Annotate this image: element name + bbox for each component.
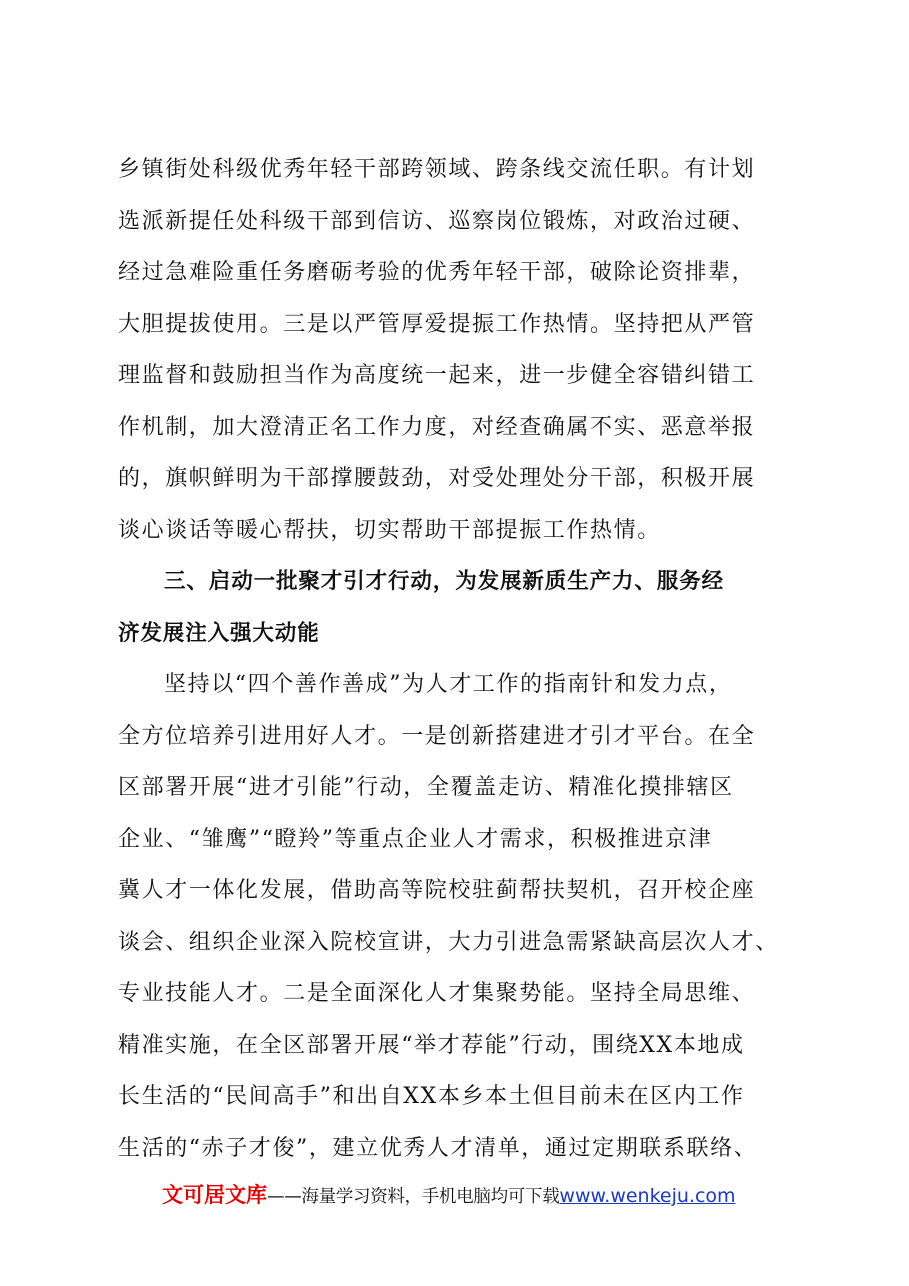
section-heading-line: 济发展注入强大动能 — [118, 620, 320, 646]
body-line: 精准实施，在全区部署开展“举才荐能”行动，围绕XX本地成 — [118, 1032, 745, 1058]
body-line: 生活的“赤子才俊”，建立优秀人才清单，通过定期联系联络、 — [118, 1135, 758, 1161]
footer-banner — [162, 1180, 802, 1212]
body-line: 企业、“雏鹰”“瞪羚”等重点企业人才需求，积极推进京津 — [118, 826, 713, 852]
footer-brand: 文可居文库 — [162, 1183, 267, 1207]
body-line: 坚持以“四个善作善成”为人才工作的指南针和发力点， — [164, 672, 733, 697]
document-body — [118, 150, 818, 1180]
body-line: 选派新提任处科级干部到信访、巡察岗位锻炼，对政治过硬、 — [118, 208, 756, 234]
body-line: 的，旗帜鲜明为干部撑腰鼓劲，对受处理处分干部，积极开展 — [118, 466, 756, 491]
body-line: 专业技能人才。二是全面深化人才集聚势能。坚持全局思维、 — [118, 981, 756, 1006]
body-line: 谈心谈话等暖心帮扶，切实帮助干部提振工作热情。 — [118, 517, 661, 543]
section-heading-line: 三、启动一批聚才引才行动，为发展新质生产力、服务经 — [164, 569, 725, 594]
body-line: 冀人才一体化发展，借助高等院校驻蓟帮扶契机，召开校企座 — [118, 878, 756, 903]
body-line: 谈会、组织企业深入院校宣讲，大力引进急需紧缺高层次人才、 — [118, 929, 779, 955]
body-line: 区部署开展“进才引能”行动，全覆盖走访、精准化摸排辖区 — [118, 775, 734, 800]
body-line: 乡镇街处科级优秀年轻干部跨领域、跨条线交流任职。有计划 — [118, 157, 756, 182]
body-line: 长生活的“民间高手”和出自XX本乡本土但目前未在区内工作 — [118, 1084, 745, 1109]
body-line: 经过急难险重任务磨砺考验的优秀年轻干部，破除论资排辈， — [118, 260, 756, 285]
body-line: 理监督和鼓励担当作为高度统一起来，进一步健全容错纠错工 — [118, 363, 756, 388]
body-line: 大胆提拔使用。三是以严管厚爱提振工作热情。坚持把从严管 — [118, 311, 756, 337]
footer-slogan: ——海量学习资料，手机电脑均可下载 — [267, 1187, 560, 1207]
body-line: 全方位培养引进用好人才。一是创新搭建进才引才平台。在全 — [118, 723, 756, 749]
footer-link[interactable]: www.wenkeju.com — [559, 1185, 736, 1207]
body-line: 作机制，加大澄清正名工作力度，对经查确属不实、恶意举报 — [118, 414, 756, 440]
